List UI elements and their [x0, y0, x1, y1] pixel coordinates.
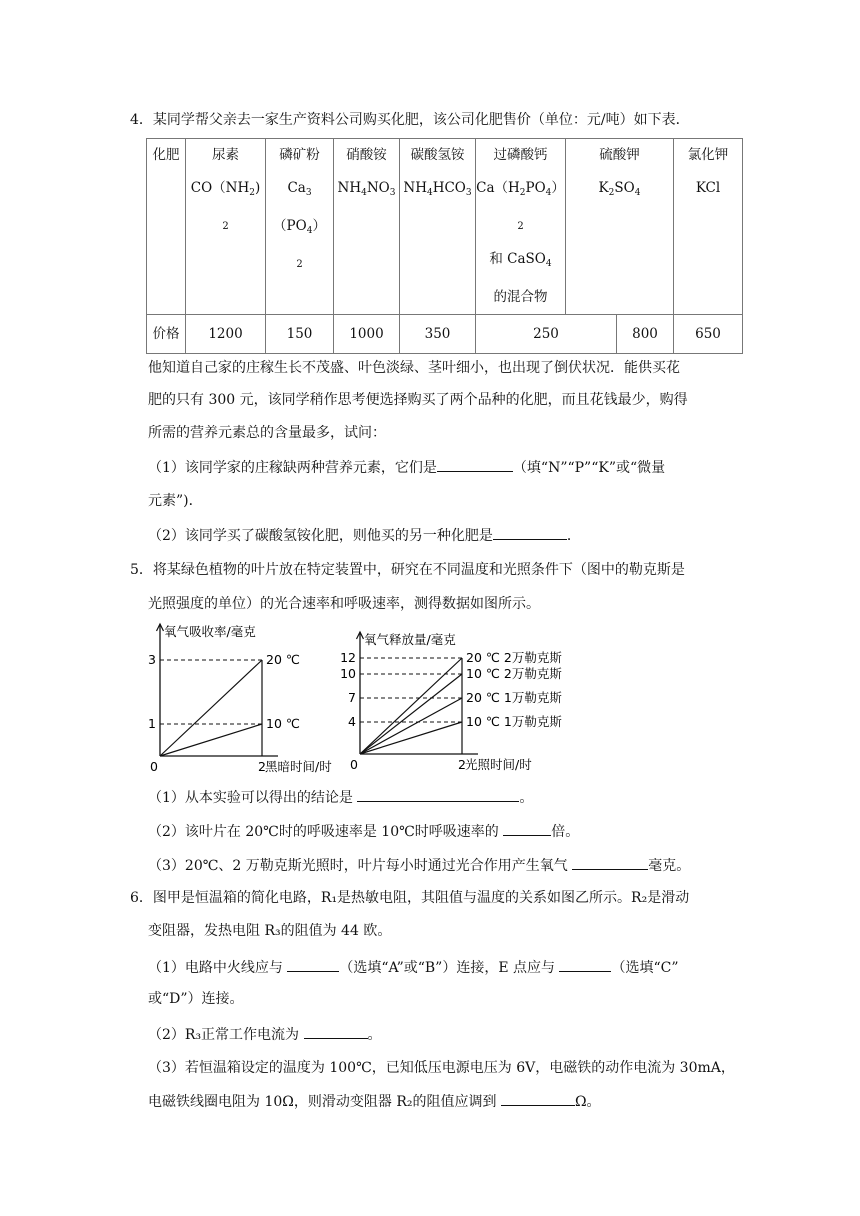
series-label: 20 ℃ 2万勒克斯: [466, 650, 562, 665]
fertilizer-name: 磷矿粉: [279, 147, 320, 163]
fertilizer-price-table: [146, 138, 743, 354]
y-tick-label: 1: [148, 716, 156, 731]
fertilizer-formula-subscript: 2: [222, 221, 229, 232]
q4-sub-2: （2）该同学买了碳酸氢铵化肥，则他买的另一种化肥是 ．: [148, 525, 581, 546]
y-tick-label: 7: [348, 690, 356, 705]
price-cell: 350: [400, 315, 476, 354]
answer-blank[interactable]: [304, 1024, 368, 1039]
y-tick-label: 10: [340, 666, 356, 681]
series-label: 10 ℃ 1万勒克斯: [466, 714, 562, 729]
x-axis-label: 黑暗时间/时: [265, 759, 332, 774]
origin-label: 0: [350, 757, 358, 772]
answer-blank[interactable]: [287, 957, 339, 972]
answer-blank[interactable]: [501, 1091, 575, 1106]
fertilizer-name: 过磷酸钙: [493, 147, 548, 163]
q4-para-2: 肥的只有 300 元，该同学稍作思考便选择购买了两个品种的化肥，而且花钱最少，购得: [148, 392, 688, 408]
series-label: 20 ℃: [266, 652, 300, 667]
price-cell: 800: [617, 315, 674, 354]
fertilizer-cell: [476, 139, 566, 315]
fertilizer-name: 硫酸钾: [599, 147, 640, 163]
fertilizer-cell: [674, 139, 743, 315]
y-tick-label: 4: [348, 714, 356, 729]
q6-sub-3: （3）若恒温箱设定的温度为 100℃，已知低压电源电压为 6V，电磁铁的动作电流为 30mA，: [148, 1060, 735, 1076]
y-tick-label: 12: [340, 650, 356, 665]
x-tick-label: 2: [458, 757, 466, 772]
fertilizer-formula-extra: 的混合物: [493, 289, 548, 305]
answer-blank[interactable]: [437, 457, 513, 472]
fertilizer-name: 氯化钾: [687, 147, 729, 163]
fertilizer-cell: [186, 139, 266, 315]
fertilizer-formula: $Ca(H_2PO_4)$: [476, 180, 565, 198]
series-line: [360, 674, 462, 754]
fertilizer-formula: $K_2SO_4$: [598, 180, 641, 198]
q4-para-1: 他知道自己家的庄稼生长不茂盛、叶色淡绿、茎叶细小，也出现了倒伏状况．能供买花: [148, 360, 680, 376]
fertilizer-formula: KCl: [695, 180, 721, 196]
q5-sub-3: （3）20℃、2 万勒克斯光照时，叶片每小时通过光合作用产生氧气 毫克。: [148, 855, 690, 876]
y-axis-label: 氧气释放量/毫克: [364, 632, 456, 647]
q6-stem-1: 6．图甲是恒温箱的简化电路，R₁是热敏电阻，其阻值与温度的关系如图乙所示。R₂是滑动: [130, 890, 690, 906]
x-tick-label: 2: [258, 759, 266, 774]
table-header-label: 化肥: [147, 139, 186, 315]
fertilizer-formula-extra: 和 CaSO$_4$: [489, 251, 552, 269]
price-cell: 150: [266, 315, 334, 354]
series-label: 20 ℃ 1万勒克斯: [466, 690, 562, 705]
answer-blank[interactable]: [493, 525, 567, 540]
q5-stem-1: 5．将某绿色植物的叶片放在特定装置中，研究在不同温度和光照条件下（图中的勒克斯是: [130, 562, 685, 578]
respiration-chart: [146, 618, 336, 780]
fertilizer-formula: $NH_4NO_3$: [337, 180, 396, 198]
fertilizer-name: 碳酸氢铵: [410, 147, 465, 163]
y-tick-label: 3: [148, 652, 156, 667]
fertilizer-formula: $CO(NH_2)$: [190, 180, 261, 198]
photosynthesis-chart: [336, 624, 586, 780]
fertilizer-cell: [566, 139, 674, 315]
q6-sub-1-cont: 或“D”）连接。: [148, 991, 244, 1007]
table-price-label: 价格: [147, 315, 186, 354]
series-label: 10 ℃ 2万勒克斯: [466, 666, 562, 681]
answer-blank[interactable]: [559, 957, 611, 972]
series-line: [160, 660, 262, 756]
origin-label: 0: [150, 759, 158, 774]
fertilizer-cell: [334, 139, 400, 315]
series-line: [360, 722, 462, 754]
x-axis-label: 光照时间/时: [465, 757, 532, 772]
fertilizer-formula: $NH_4HCO_3$: [403, 180, 472, 198]
q6-sub-1: （1）电路中火线应与 （选填“A”或“B”）连接，E 点应与 （选填“C”: [148, 957, 679, 978]
q4-para-3: 所需的营养元素总的含量最多，试问：: [148, 425, 386, 441]
q6-sub-3-cont: 电磁铁线圈电阻为 10Ω，则滑动变阻器 R₂的阻值应调到 Ω。: [148, 1091, 601, 1112]
fertilizer-cell: [266, 139, 334, 315]
q6-sub-2: （2）R₃正常工作电流为 。: [148, 1024, 382, 1045]
y-axis-label: 氧气吸收率/毫克: [164, 624, 256, 639]
q5-sub-2: （2）该叶片在 20℃时的呼吸速率是 10℃时呼吸速率的 倍。: [148, 821, 579, 842]
fertilizer-formula: $Ca_3(PO_4)$: [273, 180, 326, 236]
answer-blank[interactable]: [572, 855, 648, 870]
fertilizer-name: 尿素: [212, 147, 239, 163]
price-cell: 250: [476, 315, 617, 354]
price-cell: 1000: [334, 315, 400, 354]
q4-sub-1-cont: 元素”)．: [148, 493, 203, 509]
price-cell: 1200: [186, 315, 266, 354]
fertilizer-name: 硝酸铵: [346, 147, 387, 163]
price-cell: 650: [674, 315, 743, 354]
q5-stem-2: 光照强度的单位）的光合速率和呼吸速率，测得数据如图所示。: [148, 596, 540, 612]
fertilizer-formula-subscript: 2: [296, 259, 303, 270]
fertilizer-cell: [400, 139, 476, 315]
answer-blank[interactable]: [357, 787, 519, 802]
series-label: 10 ℃: [266, 716, 300, 731]
series-line: [160, 724, 262, 756]
fertilizer-formula-subscript: 2: [517, 221, 524, 232]
q4-sub-1: （1）该同学家的庄稼缺两种营养元素，它们是 （填“N”“P”“K”或“微量: [148, 457, 665, 478]
q4-stem: 4．某同学帮父亲去一家生产资料公司购买化肥，该公司化肥售价（单位：元/吨）如下表．: [130, 112, 690, 128]
q5-sub-1: （1）从本实验可以得出的结论是 。: [148, 787, 533, 808]
answer-blank[interactable]: [503, 821, 551, 836]
q6-stem-2: 变阻器，发热电阻 R₃的阻值为 44 欧。: [148, 923, 392, 939]
